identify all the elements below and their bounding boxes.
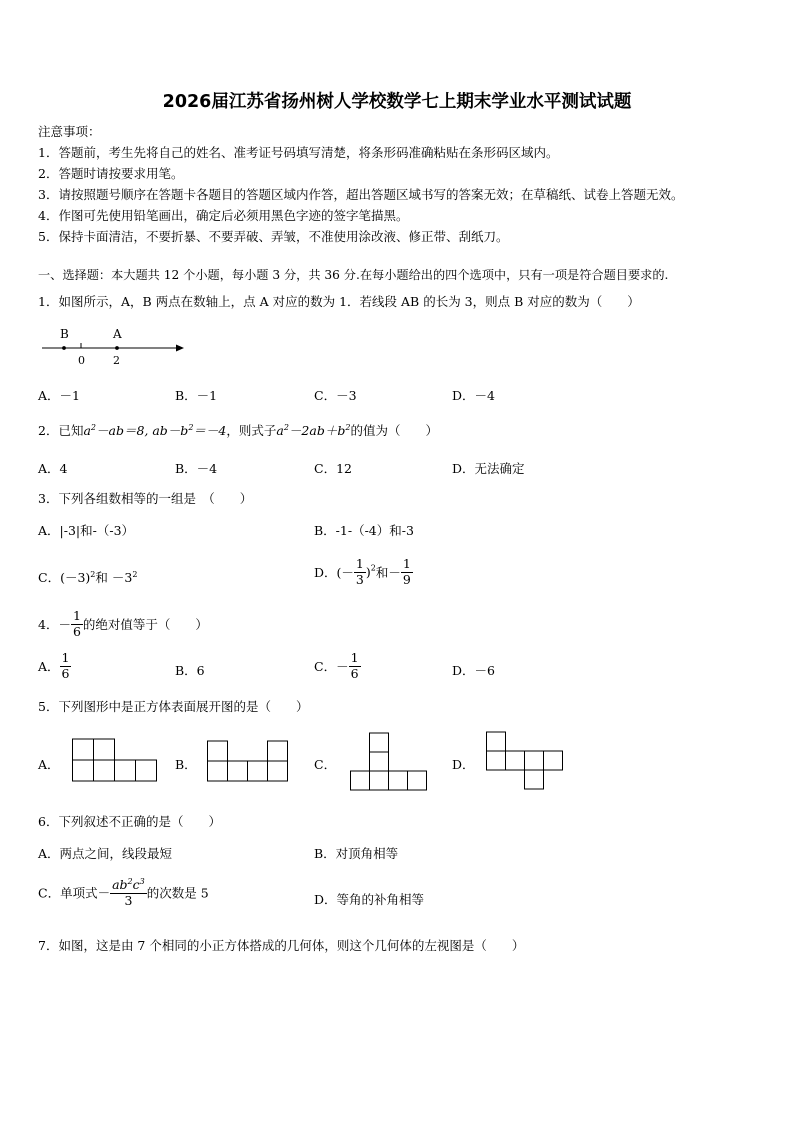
q4-option-b[interactable]: B．6 xyxy=(175,663,205,678)
q6-c-tail: 的次数是 5 xyxy=(146,885,209,901)
q6-option-c[interactable] xyxy=(38,878,209,907)
q2-text: ，则式子 xyxy=(226,423,277,438)
q3-option-a[interactable]: A．|-3|和-（-3） xyxy=(38,523,135,538)
q3-d-label: D． xyxy=(314,565,337,580)
q4-number: 4． xyxy=(38,617,59,632)
q3-option-c[interactable] xyxy=(38,568,137,586)
page-title: 2026届江苏省扬州树人学校数学七上期末学业水平测试试题 xyxy=(162,92,632,112)
q2-option-b[interactable]: B．－4 xyxy=(175,461,218,476)
q2-option-c[interactable]: C．12 xyxy=(314,461,352,476)
q6-exp: 3 xyxy=(139,877,145,886)
q2-expr-b: －2ab＋b xyxy=(288,423,346,438)
fraction-denominator: 3 xyxy=(355,571,364,587)
q6-num-b: c xyxy=(132,877,140,892)
q4-option-d[interactable]: D．－6 xyxy=(452,663,495,678)
q3-c-mid: 和 xyxy=(95,570,108,585)
fraction-denominator: 6 xyxy=(72,623,81,639)
q2-condition xyxy=(83,423,226,438)
q3-c-b: －3 xyxy=(111,570,133,585)
q3-c-bexp: 2 xyxy=(132,570,138,579)
q2-cond-c: ＝－4 xyxy=(193,423,227,438)
fraction-numerator: 1 xyxy=(72,608,81,623)
q3-option-b[interactable]: B．-1-（-4）和-3 xyxy=(314,523,414,538)
cube-net-c[interactable] xyxy=(349,732,431,792)
q3-d-exp: 2 xyxy=(370,563,376,573)
q4-c-label: C．－ xyxy=(314,659,349,674)
q1-option-a[interactable]: A．－1 xyxy=(38,388,80,403)
fraction xyxy=(349,652,361,680)
tick-label-0: 0 xyxy=(78,354,85,367)
notice-item: 3．请按照题号顺序在答题卡各题目的答题区域内作答，超出答题区域书写的答案无效；在草稿纸、试卷上答题无效。 xyxy=(38,187,684,202)
fraction-numerator: 1 xyxy=(402,556,411,571)
number-line-figure xyxy=(38,322,188,370)
question-4-stem xyxy=(38,610,208,638)
q2-exp: 2 xyxy=(283,423,289,432)
fraction xyxy=(110,878,147,907)
q5-option-c-label[interactable]: C． xyxy=(314,757,337,772)
q6-option-d[interactable]: D．等角的补角相等 xyxy=(314,892,425,907)
fraction-denominator: 3 xyxy=(124,892,133,908)
fraction-denominator: 6 xyxy=(350,665,359,681)
tick-label-2: 2 xyxy=(113,354,120,367)
q1-option-b[interactable]: B．－1 xyxy=(175,388,218,403)
fraction-denominator: 9 xyxy=(402,571,411,587)
fraction xyxy=(354,558,366,586)
q2-text: 2．已知 xyxy=(38,423,84,438)
notice-item: 5．保持卡面清洁，不要折暴、不要弄破、弄皱，不准使用涂改液、修正带、刮纸刀。 xyxy=(38,229,509,244)
q2-text: 的值为（ ） xyxy=(350,423,438,438)
q3-d-mid: 和－ xyxy=(375,565,401,580)
q3-c-a: (－3) xyxy=(60,570,91,585)
q2-option-d[interactable]: D．无法确定 xyxy=(452,461,525,476)
q3-option-d[interactable] xyxy=(314,558,413,586)
q1-option-d[interactable]: D．－4 xyxy=(452,388,495,403)
q5-option-a-label[interactable]: A． xyxy=(38,757,60,772)
fraction-denominator: 6 xyxy=(61,665,70,681)
fraction-numerator: 1 xyxy=(355,556,364,571)
fraction-numerator: 1 xyxy=(61,650,70,665)
notice-heading: 注意事项： xyxy=(38,124,101,139)
q2-exp: 2 xyxy=(345,423,351,432)
q3-d-open: (－ xyxy=(336,565,354,580)
q2-expression xyxy=(276,423,350,438)
q4-option-c[interactable] xyxy=(314,652,361,680)
q2-cond-a: a xyxy=(83,423,91,438)
question-7-stem: 7．如图，这是由 7 个相同的小正方体搭成的几何体，则这个几何体的左视图是（ ） xyxy=(38,938,525,953)
q3-d-close: ) xyxy=(365,564,371,580)
fraction xyxy=(60,652,72,680)
q4-minus: － xyxy=(58,617,71,632)
fraction-numerator: 1 xyxy=(350,650,359,665)
q2-cond-b: －ab＝8, ab－b xyxy=(96,423,189,438)
point-b-label: B xyxy=(60,327,69,341)
q6-option-a[interactable]: A．两点之间，线段最短 xyxy=(38,846,173,861)
q3-c-exp: 2 xyxy=(90,570,96,579)
q2-expr-a: a xyxy=(276,423,284,438)
cube-net-a[interactable] xyxy=(72,738,160,784)
q2-option-a[interactable]: A．4 xyxy=(38,461,68,476)
q5-option-d-label[interactable]: D． xyxy=(452,757,475,772)
fraction xyxy=(401,558,413,586)
q6-option-b[interactable]: B．对顶角相等 xyxy=(314,846,399,861)
cube-net-b[interactable] xyxy=(207,740,291,784)
q5-option-b-label[interactable]: B． xyxy=(175,757,197,772)
notice-item: 2．答题时请按要求用笔。 xyxy=(38,166,184,181)
point-a-label: A xyxy=(113,327,122,341)
cube-net-d[interactable] xyxy=(485,731,569,793)
q6-c-label: C．单项式－ xyxy=(38,885,111,901)
question-5-stem: 5．下列图形中是正方体表面展开图的是（ ） xyxy=(38,699,309,714)
notice-item: 1．答题前，考生先将自己的姓名、准考证号码填写清楚，将条形码准确粘贴在条形码区域内。 xyxy=(38,145,559,160)
q4-text: 的绝对值等于（ ） xyxy=(82,617,208,632)
q3-c-label: C． xyxy=(38,570,61,585)
q2-exp: 2 xyxy=(90,423,96,432)
fraction-numerator xyxy=(110,878,147,894)
question-3-stem: 3．下列各组数相等的一组是 （ ） xyxy=(38,491,253,506)
question-6-stem: 6．下列叙述不正确的是（ ） xyxy=(38,814,221,829)
q6-exp: 2 xyxy=(127,877,133,886)
fraction xyxy=(71,610,83,638)
q2-exp: 2 xyxy=(188,423,194,432)
section-heading: 一、选择题：本大题共 12 个小题，每小题 3 分，共 36 分.在每小题给出的四个选项中，只有一项是符合题目要求的. xyxy=(38,268,669,282)
q4-a-label: A． xyxy=(38,659,60,674)
question-1-stem: 1．如图所示，A，B 两点在数轴上，点 A 对应的数为 1．若线段 AB 的长为 3，则点 B 对应的数为（ ） xyxy=(38,294,640,309)
q1-option-c[interactable]: C．－3 xyxy=(314,388,357,403)
q6-num-a: ab xyxy=(112,877,128,892)
q4-option-a[interactable] xyxy=(38,652,71,680)
notice-item: 4．作图可先使用铅笔画出，确定后必须用黑色字迹的签字笔描黑。 xyxy=(38,208,409,223)
question-2-stem xyxy=(38,421,438,439)
